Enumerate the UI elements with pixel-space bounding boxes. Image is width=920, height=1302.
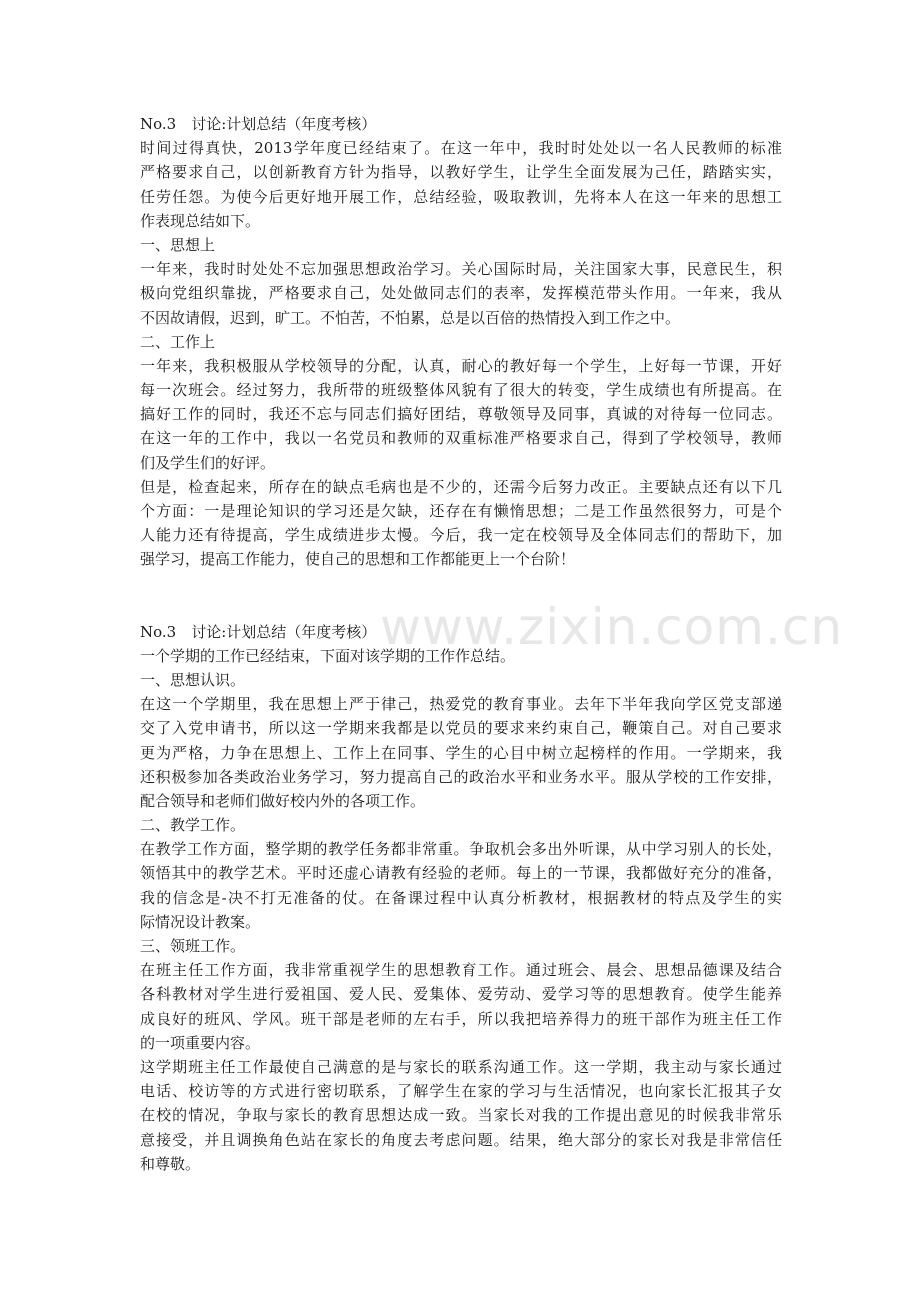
text-line: 一个学期的工作已经结束，下面对该学期的工作作总结。 [140, 646, 516, 665]
text-line: 但是，检查起来，所存在的缺点毛病也是不少的，还需今后努力改正。主要缺点还有以下几 [140, 477, 782, 496]
text-line: 个方面：一是理论知识的学习还是欠缺，还存在有懒惰思想；二是工作虽然很努力，可是个 [140, 502, 782, 520]
text-line: 三、领班工作。 [140, 937, 246, 955]
text-line: 在教学工作方面，整学期的教学任务都非常重。争取机会多出外听课，从中学习别人的长处， [140, 840, 782, 859]
text-line: 一、思想上 [140, 235, 216, 254]
text-line: 电话、校访等的方式进行密切联系，了解学生在家的学习与生活情况，也向家长汇报其子女 [140, 1082, 782, 1101]
text-line: 每一次班会。经过努力，我所带的班级整体风貌有了很大的转变，学生成绩也有所提高。在 [140, 381, 782, 400]
section-heading: No.3 讨论:计划总结（年度考核） [140, 115, 377, 133]
text-line: 一年来，我积极服从学校领导的分配，认真，耐心的教好每一个学生，上好每一节课，开好 [140, 356, 782, 375]
text-line: 人能力还有待提高，学生成绩进步太慢。今后，我一定在校领导及全体同志们的帮助下，加 [140, 526, 782, 545]
section-spacer [140, 572, 782, 620]
text-line: 一、思想认识。 [140, 670, 246, 689]
text-line: 配合领导和老师们做好校内外的各项工作。 [140, 791, 426, 810]
text-line: 搞好工作的同时，我还不忘与同志们搞好团结，尊敬领导及同事，真诚的对待每一位同志。 [140, 405, 782, 424]
text-line: 这学期班主任工作最使自己满意的是与家长的联系沟通工作。这一学期，我主动与家长通过 [140, 1057, 782, 1076]
document-section [140, 620, 782, 1176]
text-line: 我的信念是-决不打无准备的仗。在备课过程中认真分析教材，根据教材的特点及学生的实 [140, 888, 782, 907]
text-line: 任劳任怨。为使今后更好地开展工作，总结经验，吸取教训，先将本人在这一年来的思想工 [140, 187, 782, 206]
text-line: 在校的情况，争取与家长的教育思想达成一致。当家长对我的工作提出意见的时候我非常乐 [140, 1106, 782, 1125]
text-line: 极向党组织靠拢，严格要求自己，处处做同志们的表率，发挥模范带头作用。一年来，我从 [140, 284, 782, 303]
text-line: 不因故请假，迟到，旷工。不怕苦，不怕累，总是以百倍的热情投入到工作之中。 [140, 308, 681, 327]
text-line: 二、教学工作。 [140, 816, 246, 835]
text-line: 领悟其中的教学艺术。平时还虚心请教有经验的老师。每上的一节课，我都做好充分的准备， [140, 864, 782, 883]
text-line: 交了入党申请书，所以这一学期来我都是以党员的要求来约束自己，鞭策自己。对自己要求 [140, 719, 782, 738]
text-line: 和尊敬。 [140, 1154, 201, 1173]
section-heading: No.3 讨论:计划总结（年度考核） [140, 622, 377, 641]
text-line: 在这一个学期里，我在思想上严于律己，热爱党的教育事业。去年下半年我向学区党支部递 [140, 695, 782, 714]
text-line: 意接受，并且调换角色站在家长的角度去考虑问题。结果，绝大部分的家长对我是非常信任 [140, 1130, 782, 1149]
document-section [140, 112, 782, 572]
watermark-text: www.zixin.com.cn [380, 598, 844, 656]
text-line: 更为严格，力争在思想上、工作上在同事、学生的心目中树立起榜样的作用。一学期来，我 [140, 743, 782, 762]
text-line: 的一项重要内容。 [140, 1033, 261, 1052]
text-line: 时间过得真快，2013学年度已经结束了。在这一年中，我时时处处以一名人民教师的标准 [140, 139, 782, 158]
document-page [140, 112, 782, 1176]
text-line: 强学习，提高工作能力，使自己的思想和工作都能更上一个台阶！ [140, 550, 576, 569]
text-line: 作表现总结如下。 [140, 211, 261, 230]
text-line: 一年来，我时时处处不忘加强思想政治学习。关心国际时局，关注国家大事，民意民生，积 [140, 260, 782, 279]
text-line: 们及学生们的好评。 [140, 453, 276, 472]
text-line: 成良好的班风、学风。班干部是老师的左右手，所以我把培养得力的班干部作为班主任工作 [140, 1009, 782, 1028]
text-line: 际情况设计教案。 [140, 912, 261, 931]
text-line: 还积极参加各类政治业务学习，努力提高自己的政治水平和业务水平。服从学校的工作安排， [140, 767, 782, 786]
text-line: 在这一年的工作中，我以一名党员和教师的双重标准严格要求自己，得到了学校领导，教师 [140, 429, 782, 448]
text-line: 二、工作上 [140, 332, 216, 351]
text-line: 严格要求自己，以创新教育方针为指导，以教好学生，让学生全面发展为己任，踏踏实实， [140, 163, 782, 182]
text-line: 在班主任工作方面，我非常重视学生的思想教育工作。通过班会、晨会、思想品德课及结合 [140, 961, 782, 980]
text-line: 各科教材对学生进行爱祖国、爱人民、爱集体、爱劳动、爱学习等的思想教育。使学生能养 [140, 985, 782, 1004]
